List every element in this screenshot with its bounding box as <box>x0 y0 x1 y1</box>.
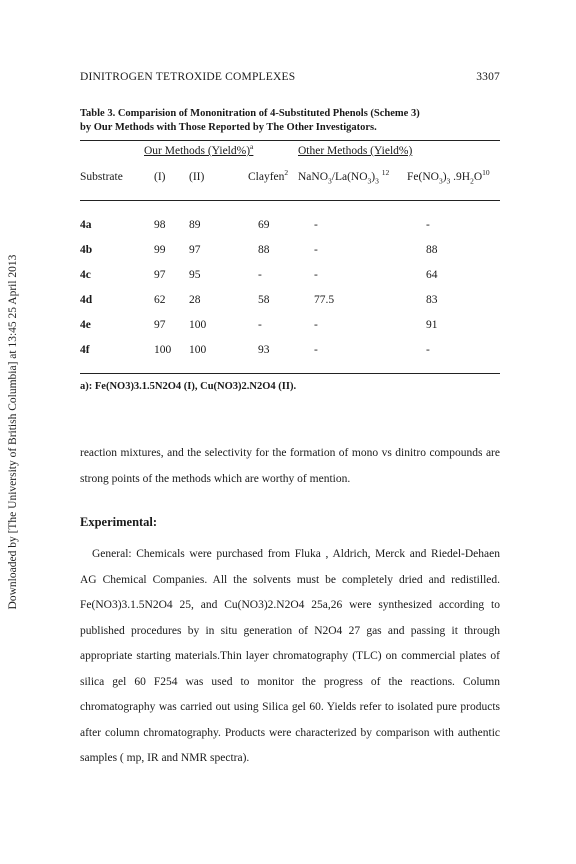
col-header-substrate: Substrate <box>80 171 123 183</box>
experimental-paragraph: General: Chemicals were purchased from Fluka , Aldrich, Merck and Riedel-Dehaen AG Chemical Companies. All the solvents must be completely dried and redistilled. Fe(NO3)3.1.5N2O4 25, and Cu(NO3)2.N2O4 25a,26 were synthesized according to published procedures by in situ generation of N2O4 27 gas and passing it through appropriate starting materials.Thin layer chromatography (TLC) on commercial plates of silica gel 60 F254 was used to monitor the progress of the reactions. Column chromatography was carried out using Silica gel 60. Yields refer to isolated pure products after column chromatography. Products were characterized by comparison with authentic samples ( mp, IR and NMR spectra). <box>80 548 500 764</box>
cell-nano3: - <box>314 244 318 256</box>
caption-line-2: by Our Methods with Those Reported by The Other Investigators. <box>80 122 377 133</box>
cell-method-ii: 100 <box>189 344 207 356</box>
group-header-our-methods: Our Methods (Yield%)$^a$ <box>144 142 254 157</box>
cell-method-ii: 95 <box>189 269 201 281</box>
cell-nano3: - <box>314 319 318 331</box>
cell-method-ii: 97 <box>189 244 201 256</box>
cell-nano3: 77.5 <box>314 294 335 306</box>
col-header-clayfen: Clayfen$^2$ <box>248 168 289 183</box>
cell-feno3: - <box>426 219 430 231</box>
cell-method-ii: 89 <box>189 219 201 231</box>
cell-method-i: 97 <box>154 319 166 331</box>
cell-substrate: 4f <box>80 344 90 356</box>
paragraph-continuation <box>80 441 500 492</box>
cell-method-i: 100 <box>154 344 172 356</box>
cell-feno3: 91 <box>426 319 438 331</box>
download-watermark <box>0 0 26 864</box>
cell-substrate: 4b <box>80 244 93 256</box>
cell-feno3: - <box>426 344 430 356</box>
paragraph-text: reaction mixtures, and the selectivity for the formation of mono vs dinitro compounds are strong points of the methods which are worthy of mention. <box>80 447 500 485</box>
cell-nano3: - <box>314 269 318 281</box>
table-bottom-rule <box>80 373 500 374</box>
table-top-rule <box>80 140 500 141</box>
cell-method-i: 98 <box>154 219 166 231</box>
caption-line-1: Table 3. Comparision of Mononitration of 4-Substituted Phenols (Scheme 3) <box>80 108 420 119</box>
cell-nano3: - <box>314 344 318 356</box>
cell-method-i: 99 <box>154 244 166 256</box>
experimental-heading: Experimental: <box>80 515 158 529</box>
cell-clayfen: 58 <box>258 294 270 306</box>
cell-substrate: 4c <box>80 269 91 281</box>
running-title: DINITROGEN TETROXIDE COMPLEXES <box>80 71 296 83</box>
cell-method-i: 62 <box>154 294 166 306</box>
download-notice: Downloaded by [The University of British Columbia] at 13:45 25 April 2013 <box>7 254 19 610</box>
cell-feno3: 83 <box>426 294 438 306</box>
cell-method-ii: 28 <box>189 294 201 306</box>
experimental-section <box>80 542 500 772</box>
cell-clayfen: - <box>258 319 262 331</box>
cell-clayfen: 93 <box>258 344 270 356</box>
table-footnote: a): Fe(NO3)3.1.5N2O4 (I), Cu(NO3)2.N2O4 (II). <box>80 381 297 392</box>
table-header-rule <box>80 200 500 201</box>
cell-method-i: 97 <box>154 269 166 281</box>
col-header-method-i: (I) <box>154 171 166 183</box>
group-header-other-methods: Other Methods (Yield%) <box>298 145 413 157</box>
page-number: 3307 <box>476 71 500 83</box>
cell-method-ii: 100 <box>189 319 207 331</box>
col-header-method-ii: (II) <box>189 171 205 183</box>
col-header-feno3: $Fe(NO_3)_3$ $.9H_2O^{10}$ <box>407 168 490 186</box>
cell-clayfen: 88 <box>258 244 270 256</box>
cell-clayfen: - <box>258 269 262 281</box>
cell-clayfen: 69 <box>258 219 270 231</box>
cell-substrate: 4d <box>80 294 93 306</box>
table-caption <box>80 107 500 135</box>
cell-substrate: 4e <box>80 319 91 331</box>
col-header-nano3: $NaNO_3/La(NO_3)_3$ $^{12}$ <box>298 168 390 186</box>
cell-feno3: 88 <box>426 244 438 256</box>
running-header <box>80 71 500 83</box>
cell-nano3: - <box>314 219 318 231</box>
cell-substrate: 4a <box>80 219 92 231</box>
cell-feno3: 64 <box>426 269 438 281</box>
